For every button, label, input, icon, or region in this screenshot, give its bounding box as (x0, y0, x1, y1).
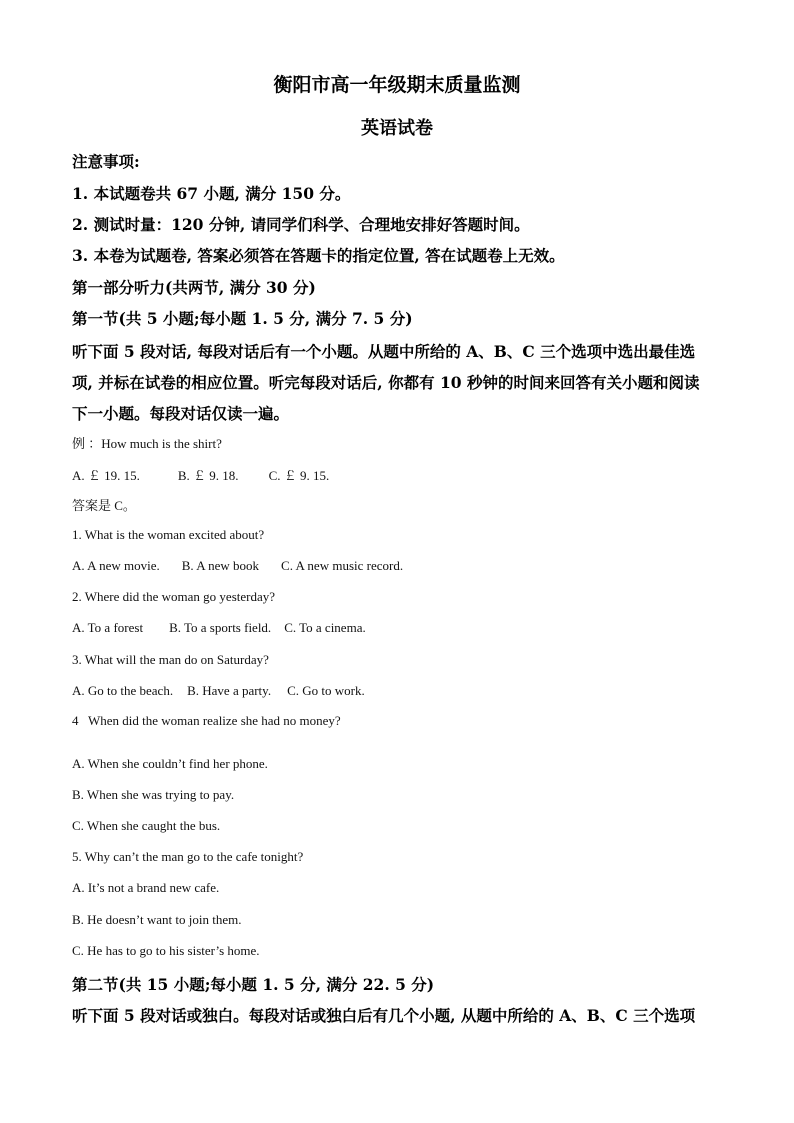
option: C. He has to go to his sister’s home. (72, 943, 260, 958)
section1-instruction-line: 项, 并标在试卷的相应位置。听完每段对话后, 你都有 10 秒钟的时间来回答有关小题和阅读 (72, 373, 700, 392)
option: A. Go to the beach. (72, 683, 174, 698)
section2-instruction: 听下面 5 段对话或独白。每段对话或独白后有几个小题, 从题中所给的 A、B、C 三个选项 (72, 1006, 696, 1025)
option: B. When she was trying to pay. (72, 787, 235, 802)
example-options (72, 465, 329, 484)
exam-subtitle: 英语试卷 (361, 118, 433, 139)
notice-item: 2. 测试时量：120 分钟, 请同学们科学、合理地安排好答题时间。 (72, 215, 530, 234)
option: B. He doesn’t want to join them. (72, 912, 242, 927)
question-text: 3. What will the man do on Saturday? (72, 652, 269, 667)
section2-title: 第二节(共 15 小题;每小题 1. 5 分, 满分 22. 5 分) (72, 975, 435, 994)
question-text: 2. Where did the woman go yesterday? (72, 589, 275, 604)
question-text: 1. What is the woman excited about? (72, 527, 265, 542)
section1-instruction-line: 听下面 5 段对话, 每段对话后有一个小题。从题中所给的 A、B、C 三个选项中选出最佳选 (72, 342, 696, 361)
question-text: 4 When did the woman realize she had no money? (72, 713, 341, 728)
option: C. ￡ 9. 15. (268, 468, 330, 483)
section1-instruction-line: 下一小题。每段对话仅读一遍。 (72, 404, 290, 423)
option: A. When she couldn’t find her phone. (72, 756, 268, 771)
option: A. It’s not a brand new cafe. (72, 880, 220, 895)
option: C. When she caught the bus. (72, 818, 221, 833)
example-answer: 答案是 C。 (72, 498, 136, 513)
question-options (72, 558, 403, 574)
option: B. A new book (181, 558, 260, 573)
example-question: 例 ：How much is the shirt? (72, 436, 222, 451)
option: A. ￡ 19. 15. (72, 468, 140, 483)
option: A. A new movie. (72, 558, 160, 573)
question-options (72, 620, 366, 636)
notice-heading: 注意事项: (72, 152, 140, 171)
notice-item: 3. 本卷为试题卷, 答案必须答在答题卡的指定位置, 答在试题卷上无效。 (72, 246, 565, 265)
option: C. Go to work. (287, 683, 365, 698)
option: B. Have a party. (187, 683, 272, 698)
part1-title: 第一部分听力(共两节, 满分 30 分) (72, 278, 316, 297)
section1-title: 第一节(共 5 小题;每小题 1. 5 分, 满分 7. 5 分) (72, 309, 413, 328)
question-options (72, 683, 365, 699)
option: C. To a cinema. (284, 620, 366, 635)
question-text: 5. Why can’t the man go to the cafe tonight? (72, 849, 304, 864)
option: C. A new music record. (281, 558, 404, 573)
option: A. To a forest (72, 620, 144, 635)
option: B. To a sports field. (169, 620, 272, 635)
notice-item: 1. 本试题卷共 67 小题, 满分 150 分。 (72, 184, 351, 203)
option: B. ￡ 9. 18. (177, 468, 239, 483)
exam-title: 衡阳市高一年级期末质量监测 (273, 74, 521, 96)
